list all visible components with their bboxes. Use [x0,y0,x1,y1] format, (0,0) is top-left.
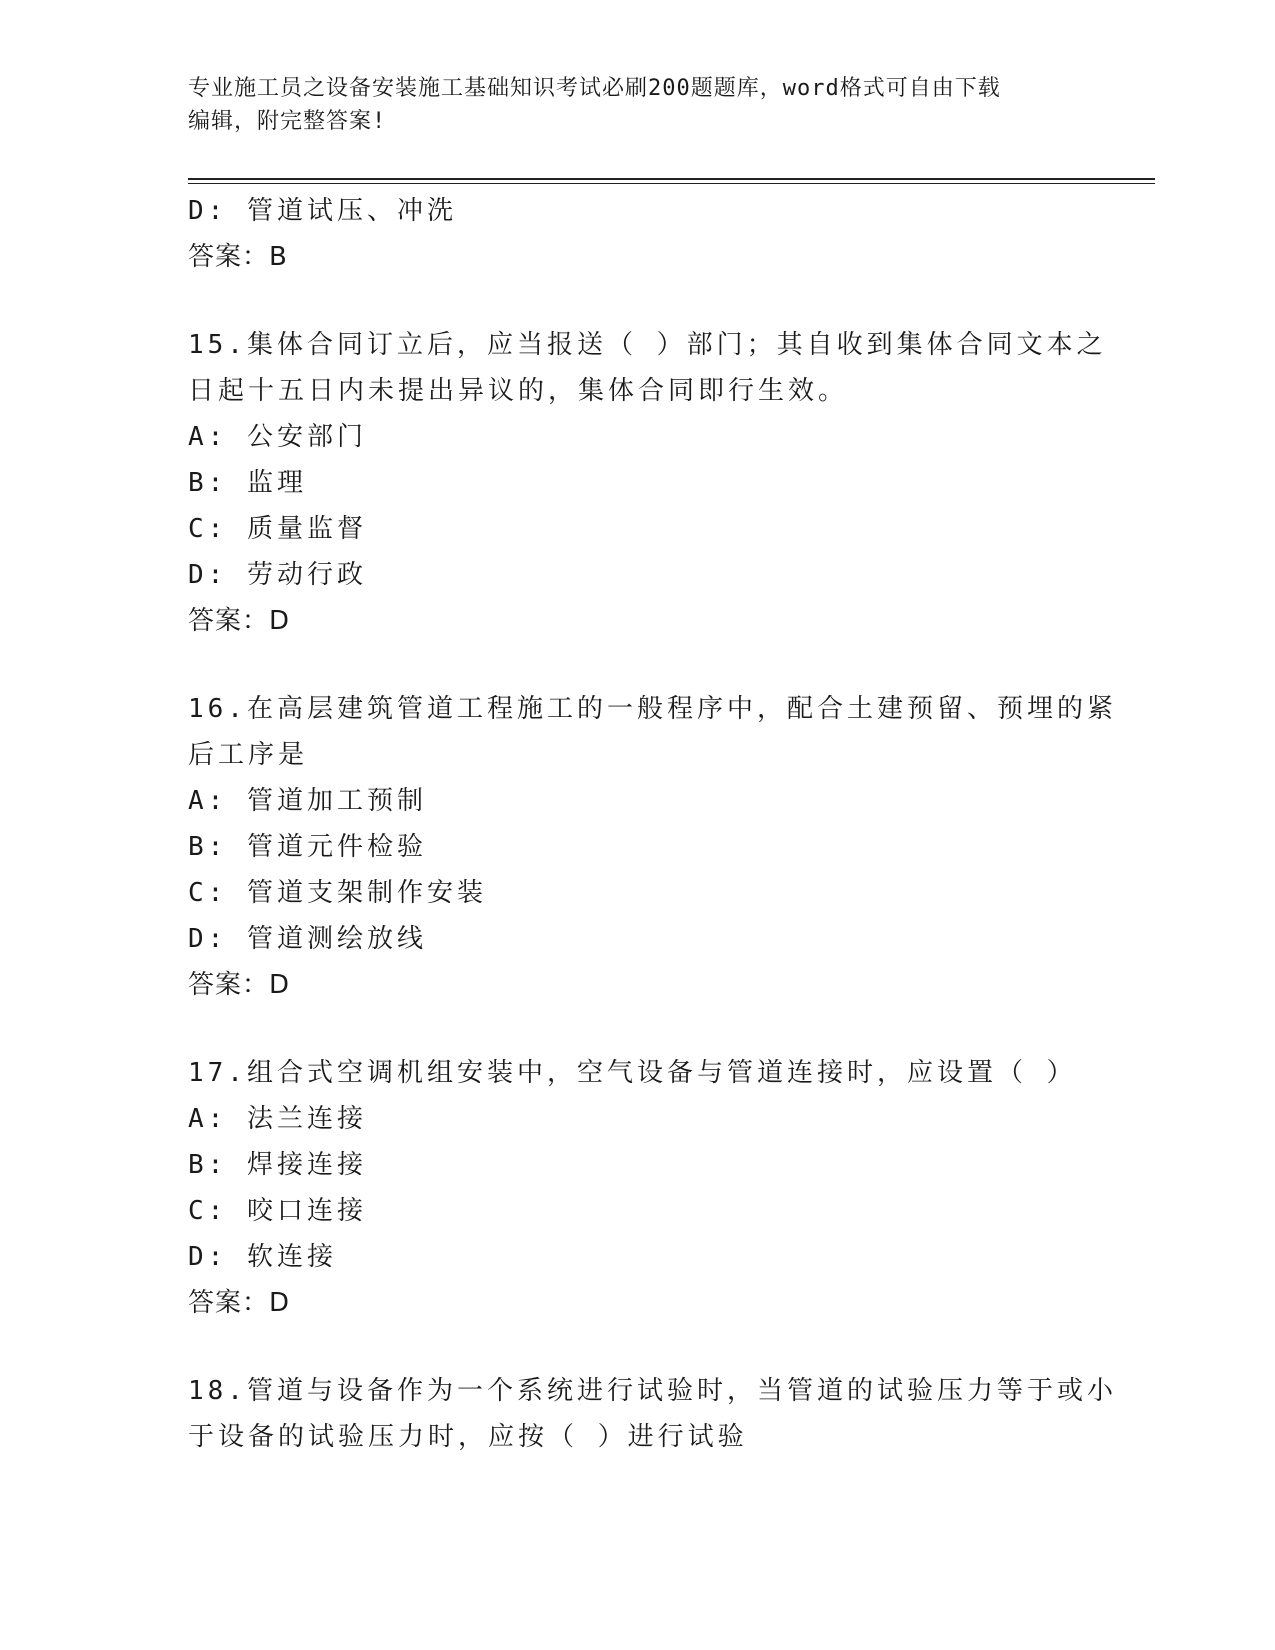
header-title-line-1: 专业施工员之设备安装施工基础知识考试必刷200题题库，word格式可自由下载 [188,76,1001,101]
spacer [188,644,1088,686]
prev-option-d: D: 管道试压、冲洗 [188,196,457,226]
answer: 答案：D [188,970,291,1000]
question-list [188,188,1117,1460]
question-stem-line: 16.在高层建筑管道工程施工的一般程序中，配合土建预留、预埋的紧 [188,694,1117,724]
spacer [188,1008,1088,1050]
question-15 [188,322,1107,644]
question-stem-line: 于设备的试验压力时，应按（ ）进行试验 [188,1422,748,1452]
option-d: D: 劳动行政 [188,560,367,590]
answer: 答案：D [188,606,291,636]
question-stem-line: 后工序是 [188,740,309,770]
option-d: D: 软连接 [188,1242,337,1272]
option-a: A: 管道加工预制 [188,786,427,816]
question-18 [188,1368,1117,1460]
question-stem-line: 15.集体合同订立后，应当报送（ ）部门；其自收到集体合同文本之 [188,330,1107,360]
option-b: B: 监理 [188,468,307,498]
header-divider [188,178,1155,184]
answer: 答案：D [188,1288,291,1318]
question-stem-line: 17.组合式空调机组安装中，空气设备与管道连接时，应设置（ ） [188,1058,1077,1088]
option-a: A: 法兰连接 [188,1104,367,1134]
spacer [188,1326,1088,1368]
spacer [188,280,1088,322]
question-17 [188,1050,1088,1326]
question-stem-line: 18.管道与设备作为一个系统进行试验时，当管道的试验压力等于或小 [188,1376,1117,1406]
option-a: A: 公安部门 [188,422,367,452]
option-c: C: 质量监督 [188,514,367,544]
option-c: C: 管道支架制作安装 [188,878,487,908]
prev-answer: 答案：B [188,242,288,272]
header-title-line-2: 编辑，附完整答案! [188,109,387,134]
option-b: B: 管道元件检验 [188,832,427,862]
document-header [188,72,1108,138]
question-16 [188,686,1117,1008]
option-c: C: 咬口连接 [188,1196,367,1226]
option-d: D: 管道测绘放线 [188,924,427,954]
question-stem-line: 日起十五日内未提出异议的，集体合同即行生效。 [188,376,849,406]
option-b: B: 焊接连接 [188,1150,367,1180]
